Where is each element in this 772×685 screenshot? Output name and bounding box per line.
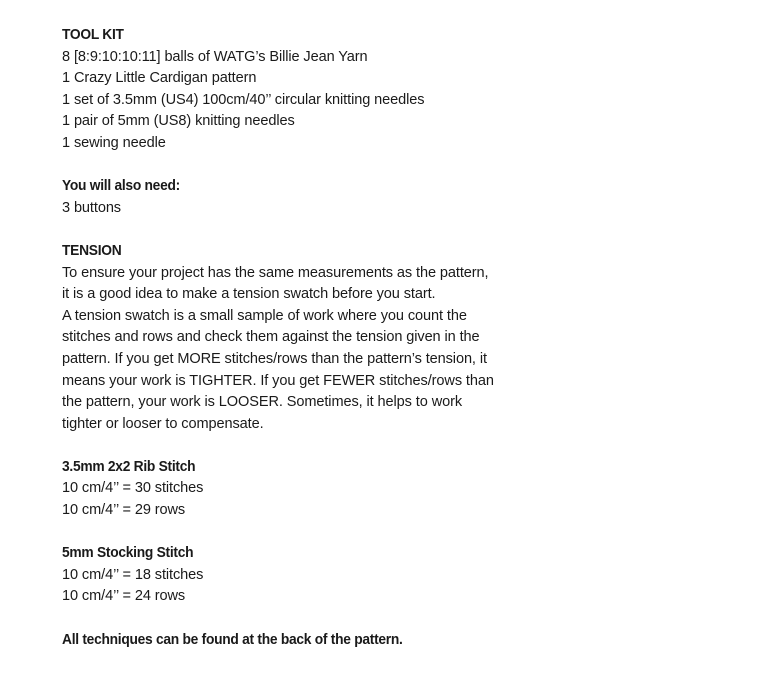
stocking-stitch-line: 10 cm/4’’ = 24 rows [62, 587, 186, 605]
section-spacer [62, 154, 752, 176]
stocking-stitch-heading: 5mm Stocking Stitch [62, 544, 194, 562]
tension-text-line: To ensure your project has the same measurements as the pattern, [62, 263, 489, 281]
tool-kit-item: 1 set of 3.5mm (US4) 100cm/40’’ circular knitting needles [62, 90, 425, 108]
tension-text-line: A tension swatch is a small sample of work where you count the [62, 306, 467, 324]
tool-kit-item: 1 sewing needle [62, 133, 166, 151]
tool-kit-item: 8 [8:9:10:10:11] balls of WATG’s Billie Jean Yarn [62, 47, 368, 65]
tool-kit-heading: TOOL KIT [62, 26, 124, 43]
rib-stitch-line: 10 cm/4’’ = 30 stitches [62, 479, 204, 497]
section-spacer [62, 521, 752, 543]
also-need-section [62, 175, 752, 218]
tension-text-line: the pattern, your work is LOOSER. Sometimes, it helps to work [62, 393, 463, 411]
rib-stitch-line: 10 cm/4’’ = 29 rows [62, 501, 186, 519]
tool-kit-item: 1 pair of 5mm (US8) knitting needles [62, 112, 295, 130]
tool-kit-item: 1 Crazy Little Cardigan pattern [62, 69, 257, 87]
section-spacer [62, 434, 752, 456]
also-need-item: 3 buttons [62, 198, 122, 216]
tension-text-line: tighter or looser to compensate. [62, 414, 264, 432]
section-spacer [62, 218, 752, 240]
tension-text-line: it is a good idea to make a tension swatch before you start. [62, 285, 436, 303]
section-spacer [62, 607, 752, 629]
tension-text-line: pattern. If you get MORE stitches/rows than the pattern’s tension, it [62, 349, 487, 367]
stocking-stitch-section [62, 542, 752, 607]
rib-stitch-heading: 3.5mm 2x2 Rib Stitch [62, 457, 196, 475]
tension-text-line: stitches and rows and check them against the tension given in the [62, 328, 480, 346]
tension-text-line: means your work is TIGHTER. If you get FEWER stitches/rows than [62, 371, 494, 389]
tension-section [62, 240, 752, 434]
techniques-note: All techniques can be found at the back of the pattern. [62, 630, 403, 648]
rib-stitch-section [62, 456, 752, 521]
also-need-heading: You will also need: [62, 177, 180, 195]
pattern-document [62, 24, 752, 650]
tension-heading: TENSION [62, 241, 122, 259]
tool-kit-section [62, 24, 752, 154]
stocking-stitch-line: 10 cm/4’’ = 18 stitches [62, 565, 204, 583]
